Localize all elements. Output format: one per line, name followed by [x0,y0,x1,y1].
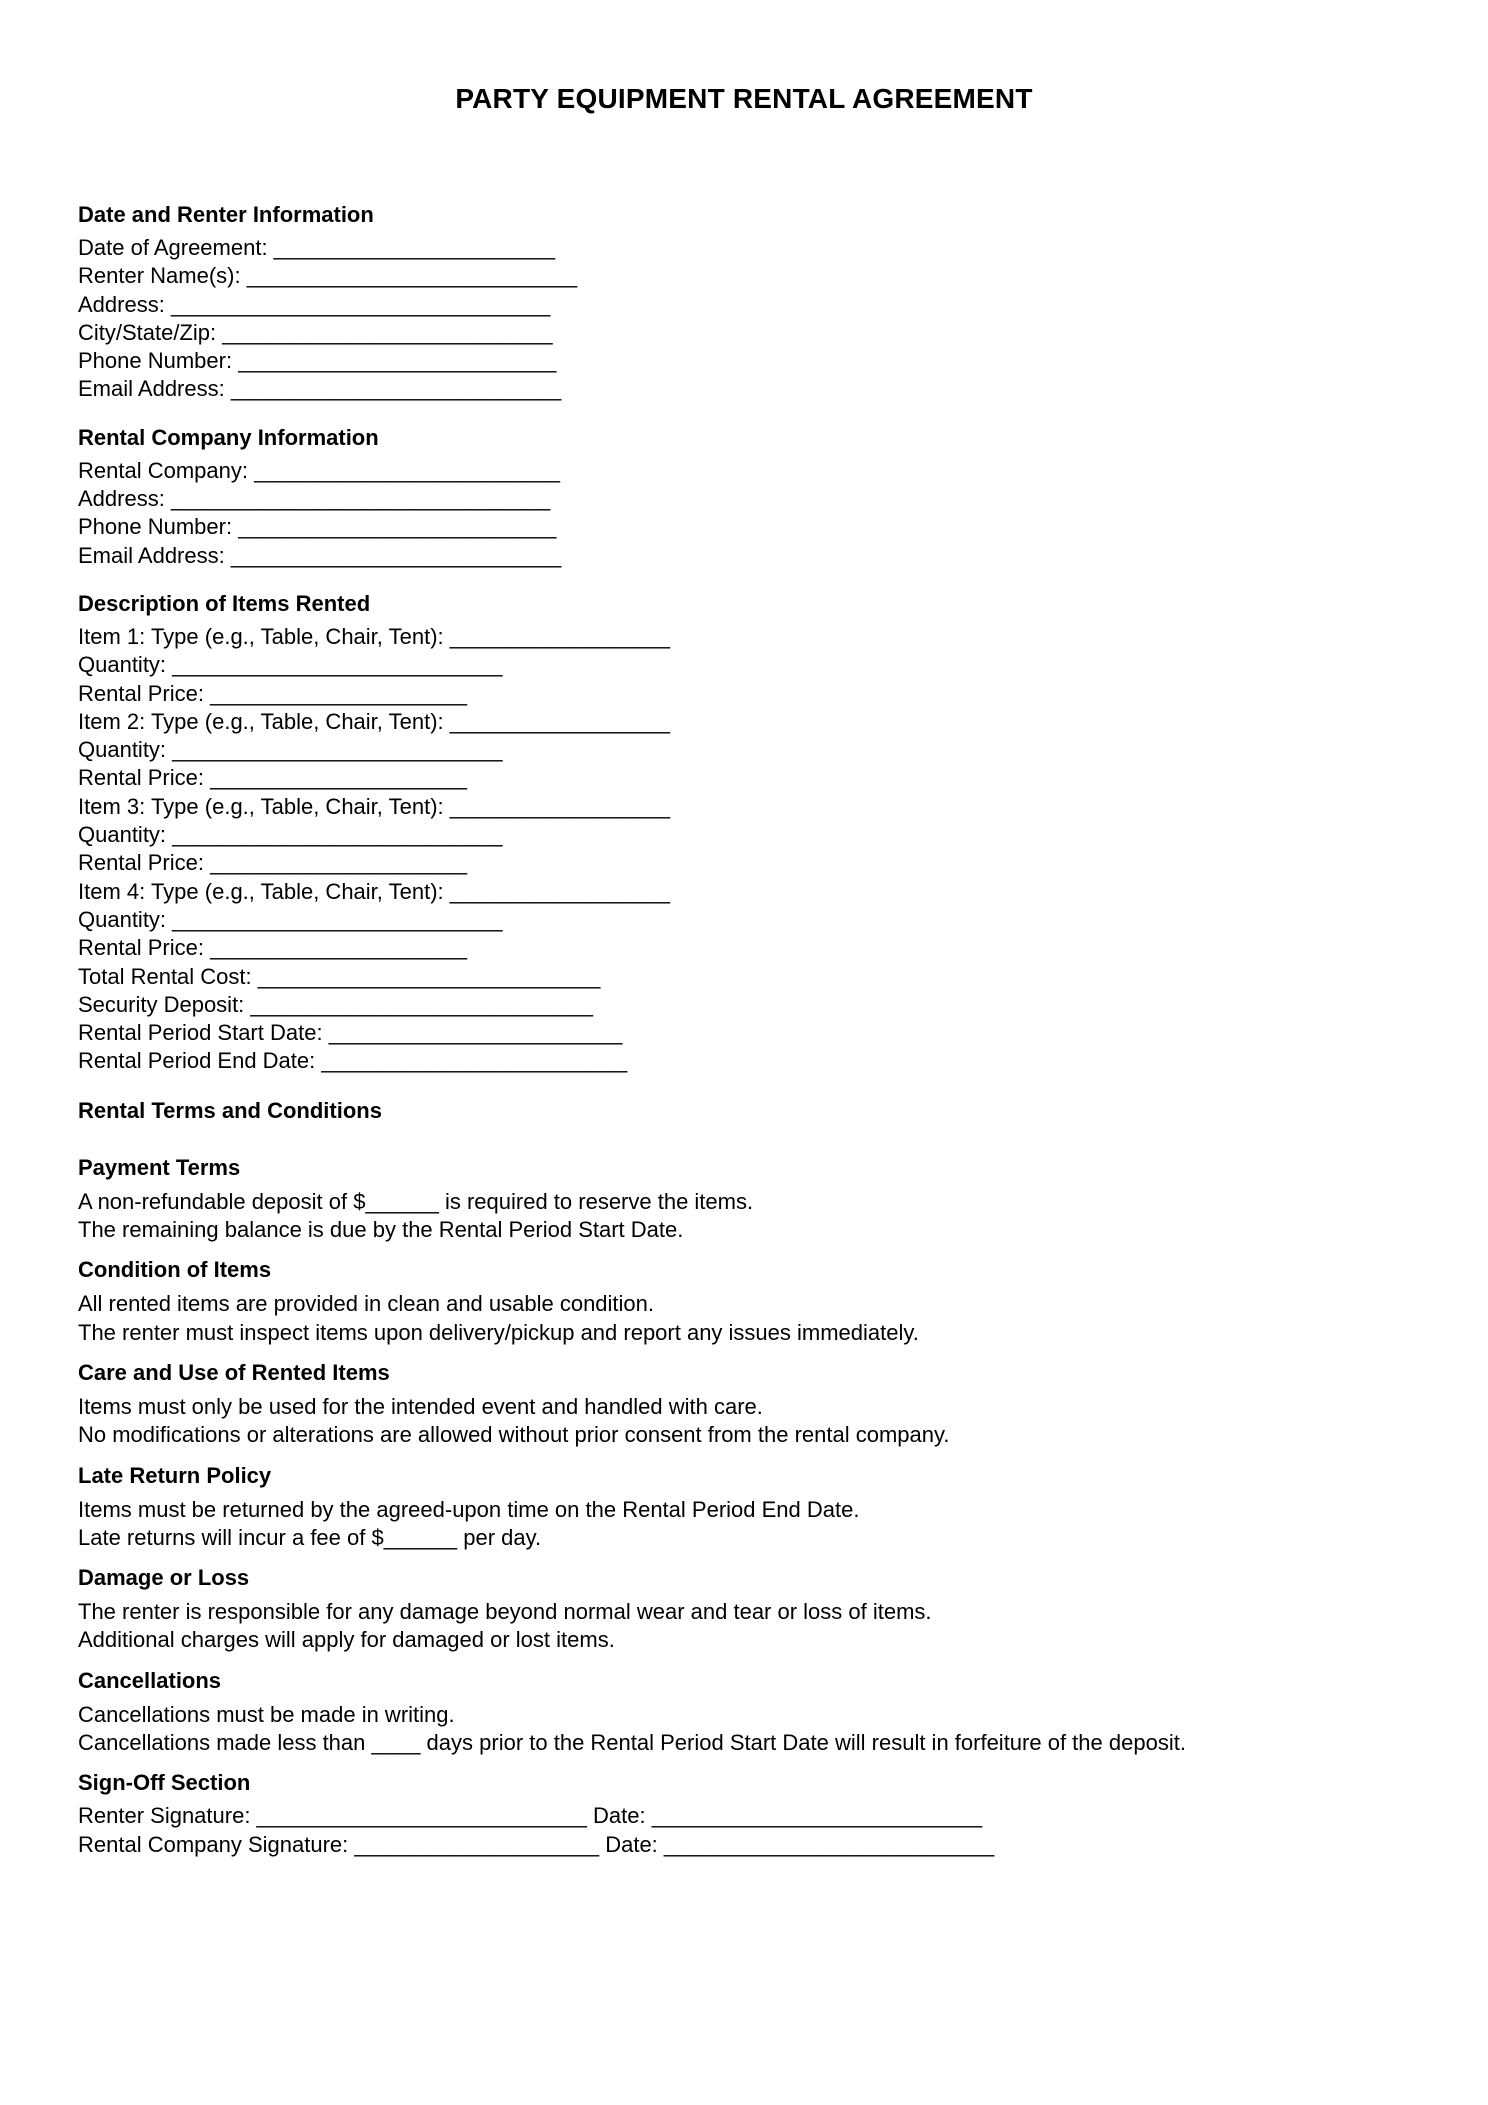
damage-or-loss-text [78,1598,1418,1655]
field-item-4-price [78,934,1418,962]
blank-line: _____________________ [210,850,468,876]
blank-line: __________________________ [238,348,557,374]
damage-or-loss-heading: Damage or Loss [78,1565,250,1591]
field-company-address [78,485,1418,513]
field-item-2-quantity [78,736,1418,764]
document-title: PARTY EQUIPMENT RENTAL AGREEMENT [455,83,1033,114]
field-item-3-price [78,849,1418,877]
field-label: City/State/Zip: [78,319,223,345]
paragraph-line: Late returns will incur a fee of $______ per day. [78,1524,542,1550]
paragraph-line: The renter must inspect items upon delivery/pickup and report any issues immediately. [78,1319,919,1345]
blank-line: ____________________________ [250,991,593,1017]
blank-line: __________________________ [238,514,557,540]
blank-line: ___________________________ [246,263,578,289]
field-label: Rental Period Start Date: [78,1020,329,1046]
blank-line: ___________________________ [230,542,562,568]
field-label: Address: [78,291,171,317]
field-item-3-type [78,793,1418,821]
care-and-use-heading: Care and Use of Rented Items [78,1359,390,1385]
blank-line: __________________ [449,793,671,819]
care-and-use-text [78,1393,1418,1450]
paragraph-line: No modifications or alterations are allowed without prior consent from the rental company. [78,1422,950,1448]
signoff-fields [78,1802,1418,1859]
field-label: Rental Company: [78,457,255,483]
blank-line: ___________________________ [230,376,562,402]
field-company-phone [78,513,1418,541]
date-label: Date: [599,1831,664,1857]
field-label: Rental Company Signature: [78,1831,355,1857]
field-label: Quantity: [78,822,173,848]
company-fields [78,457,1418,570]
field-renter-address [78,291,1418,319]
field-item-1-quantity [78,651,1418,679]
field-item-3-quantity [78,821,1418,849]
field-company-email [78,542,1418,570]
blank-line: _____________________ [210,765,468,791]
paragraph-line: Cancellations must be made in writing. [78,1701,455,1727]
cancellations-text [78,1701,1418,1758]
blank-line: __________________ [449,878,671,904]
items-section-heading: Description of Items Rented [78,590,371,616]
blank-line: ___________________________ [172,652,503,678]
field-rental-company [78,457,1418,485]
company-signature-line [78,1831,1418,1859]
field-label: Rental Price: [78,935,211,961]
field-rental-end-date [78,1047,1418,1075]
field-label: Email Address: [78,542,231,568]
paragraph-line: A non-refundable deposit of $______ is required to reserve the items. [78,1188,754,1214]
field-label: Rental Price: [78,850,211,876]
agreement-page [78,0,1418,1859]
field-renter-email [78,375,1418,403]
field-label: Rental Price: [78,765,211,791]
blank-line: _________________________ [254,457,560,483]
date-blank: ___________________________ [663,1831,995,1857]
paragraph-line: Items must only be used for the intended event and handled with care. [78,1393,763,1419]
field-label: Phone Number: [78,348,239,374]
signoff-heading: Sign-Off Section [78,1770,251,1796]
blank-line: ___________________________ [172,906,503,932]
cancellations-heading: Cancellations [78,1667,222,1693]
field-label: Item 4: Type (e.g., Table, Chair, Tent): [78,878,450,904]
blank-line: ___________________________ [172,737,503,763]
field-item-4-quantity [78,906,1418,934]
payment-terms-text [78,1188,1418,1245]
field-label: Renter Name(s): [78,263,247,289]
field-label: Rental Period End Date: [78,1048,322,1074]
field-label: Total Rental Cost: [78,963,258,989]
blank-line: _______________________________ [170,486,551,512]
renter-section-heading: Date and Renter Information [78,202,374,227]
renter-fields [78,234,1418,404]
paragraph-line: Cancellations made less than ____ days prior to the Rental Period Start Date will result in forfeiture of the deposit. [78,1729,1186,1755]
paragraph-line: Items must be returned by the agreed-upon time on the Rental Period End Date. [78,1496,860,1522]
paragraph-line: The remaining balance is due by the Rental Period Start Date. [78,1217,684,1243]
blank-line: __________________ [449,708,671,734]
date-blank: ___________________________ [651,1803,983,1829]
signature-blank: ____________________ [354,1831,600,1857]
field-label: Item 3: Type (e.g., Table, Chair, Tent): [78,793,450,819]
field-label: Renter Signature: [78,1803,257,1829]
field-label: Quantity: [78,737,173,763]
condition-of-items-heading: Condition of Items [78,1257,272,1283]
field-renter-names [78,262,1418,290]
field-label: Quantity: [78,652,173,678]
field-label: Security Deposit: [78,991,251,1017]
paragraph-line: The renter is responsible for any damage beyond normal wear and tear or loss of items. [78,1599,932,1625]
field-label: Item 1: Type (e.g., Table, Chair, Tent): [78,623,450,649]
field-date-of-agreement [78,234,1418,262]
date-label: Date: [586,1803,652,1829]
blank-line: ___________________________ [172,822,503,848]
field-label: Phone Number: [78,514,239,540]
blank-line: _____________________ [210,935,468,961]
items-fields [78,623,1418,1076]
signature-blank: ___________________________ [256,1803,587,1829]
field-total-rental-cost [78,963,1418,991]
late-return-policy-heading: Late Return Policy [78,1462,272,1488]
field-item-2-type [78,708,1418,736]
terms-heading: Rental Terms and Conditions [78,1097,382,1123]
field-label: Address: [78,486,171,512]
field-item-4-type [78,878,1418,906]
blank-line: _______________________________ [170,291,551,317]
field-item-1-type [78,623,1418,651]
field-label: Item 2: Type (e.g., Table, Chair, Tent): [78,708,450,734]
blank-line: ____________________________ [257,963,601,989]
blank-line: __________________ [449,623,671,649]
field-renter-phone [78,347,1418,375]
paragraph-line: Additional charges will apply for damaged or lost items. [78,1627,615,1653]
late-return-policy-text [78,1496,1418,1553]
condition-of-items-text [78,1290,1418,1347]
field-security-deposit [78,991,1418,1019]
company-section-heading: Rental Company Information [78,424,379,450]
field-item-1-price [78,680,1418,708]
blank-line: _____________________ [210,680,468,706]
field-rental-start-date [78,1019,1418,1047]
field-city-state-zip [78,319,1418,347]
field-label: Quantity: [78,906,173,932]
blank-line: ___________________________ [222,319,553,345]
renter-signature-line [78,1802,1418,1830]
blank-line: ________________________ [328,1020,623,1046]
blank-line: _______________________ [273,235,556,260]
payment-terms-heading: Payment Terms [78,1154,241,1180]
field-label: Rental Price: [78,680,211,706]
field-label: Email Address: [78,376,231,402]
paragraph-line: All rented items are provided in clean and usable condition. [78,1291,655,1317]
blank-line: _________________________ [321,1048,628,1074]
field-item-2-price [78,764,1418,792]
field-label: Date of Agreement: [78,235,274,260]
